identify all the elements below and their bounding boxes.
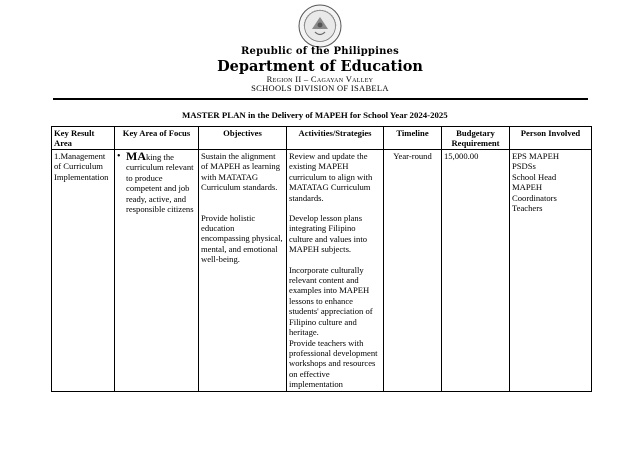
timeline-text: Year-round [393, 151, 432, 161]
cell-objectives [199, 150, 287, 392]
division-label: SCHOOLS DIVISION OF ISABELA [251, 83, 389, 93]
cell-key-result-area [52, 150, 115, 392]
objective-1: Sustain the alignment of MAPEH as learning with MATATAG Curriculum standards. [201, 151, 281, 193]
republic-label: Republic of the Philippines [241, 46, 399, 57]
table-header-row [52, 127, 592, 150]
header-timeline: Timeline [384, 127, 442, 150]
plan-title: MASTER PLAN in the Delivery of MAPEH for School Year 2024-2025 [182, 110, 448, 120]
activity-3: Incorporate culturally relevant content and examples into MAPEH lessons to enhance students' appreciation of Filipino culture and heritage. [289, 264, 373, 338]
cell-persons [510, 150, 592, 392]
department-title: Department of Education [217, 58, 423, 75]
header-key-result-area: Key Result Area [52, 127, 115, 150]
cell-budget [442, 150, 510, 392]
deped-seal-icon [298, 4, 342, 48]
activity-2: Develop lesson plans integrating Filipino culture and values into MAPEH subjects. [289, 213, 368, 255]
kra-text: 1.Management of Curriculum Implementation [54, 151, 109, 182]
focus-lead: MA [126, 149, 146, 163]
table-row [52, 150, 592, 392]
header-persons: Person Involved [510, 127, 592, 150]
header-key-area-of-focus: Key Area of Focus [115, 127, 199, 150]
cell-timeline [384, 150, 442, 392]
header-objectives: Objectives [199, 127, 287, 150]
bullet-icon: • [117, 151, 121, 162]
cell-activities [287, 150, 384, 392]
cell-key-area-of-focus [115, 150, 199, 392]
master-plan-table [51, 126, 592, 392]
focus-text: king the curriculum relevant to produce competent and job ready, active, and responsible citizens [126, 152, 194, 215]
activity-1: Review and update the existing MAPEH curriculum to align with MATATAG Curriculum standards. [289, 151, 373, 203]
header-divider [53, 98, 588, 100]
objective-2: Provide holistic education encompassing physical, mental, and emotional well-being. [201, 212, 283, 265]
persons-text: EPS MAPEH PSDSs School Head MAPEH Coordinators Teachers [512, 151, 560, 214]
header-budget: Budgetary Requirement [442, 127, 510, 150]
activity-4: Provide teachers with professional development workshops and resources on effective implementation [289, 337, 378, 390]
region-label: Region II – Cagayan Valley [266, 74, 374, 84]
budget-text: 15,000.00 [444, 151, 479, 161]
header-activities: Activities/Strategies [287, 127, 384, 150]
